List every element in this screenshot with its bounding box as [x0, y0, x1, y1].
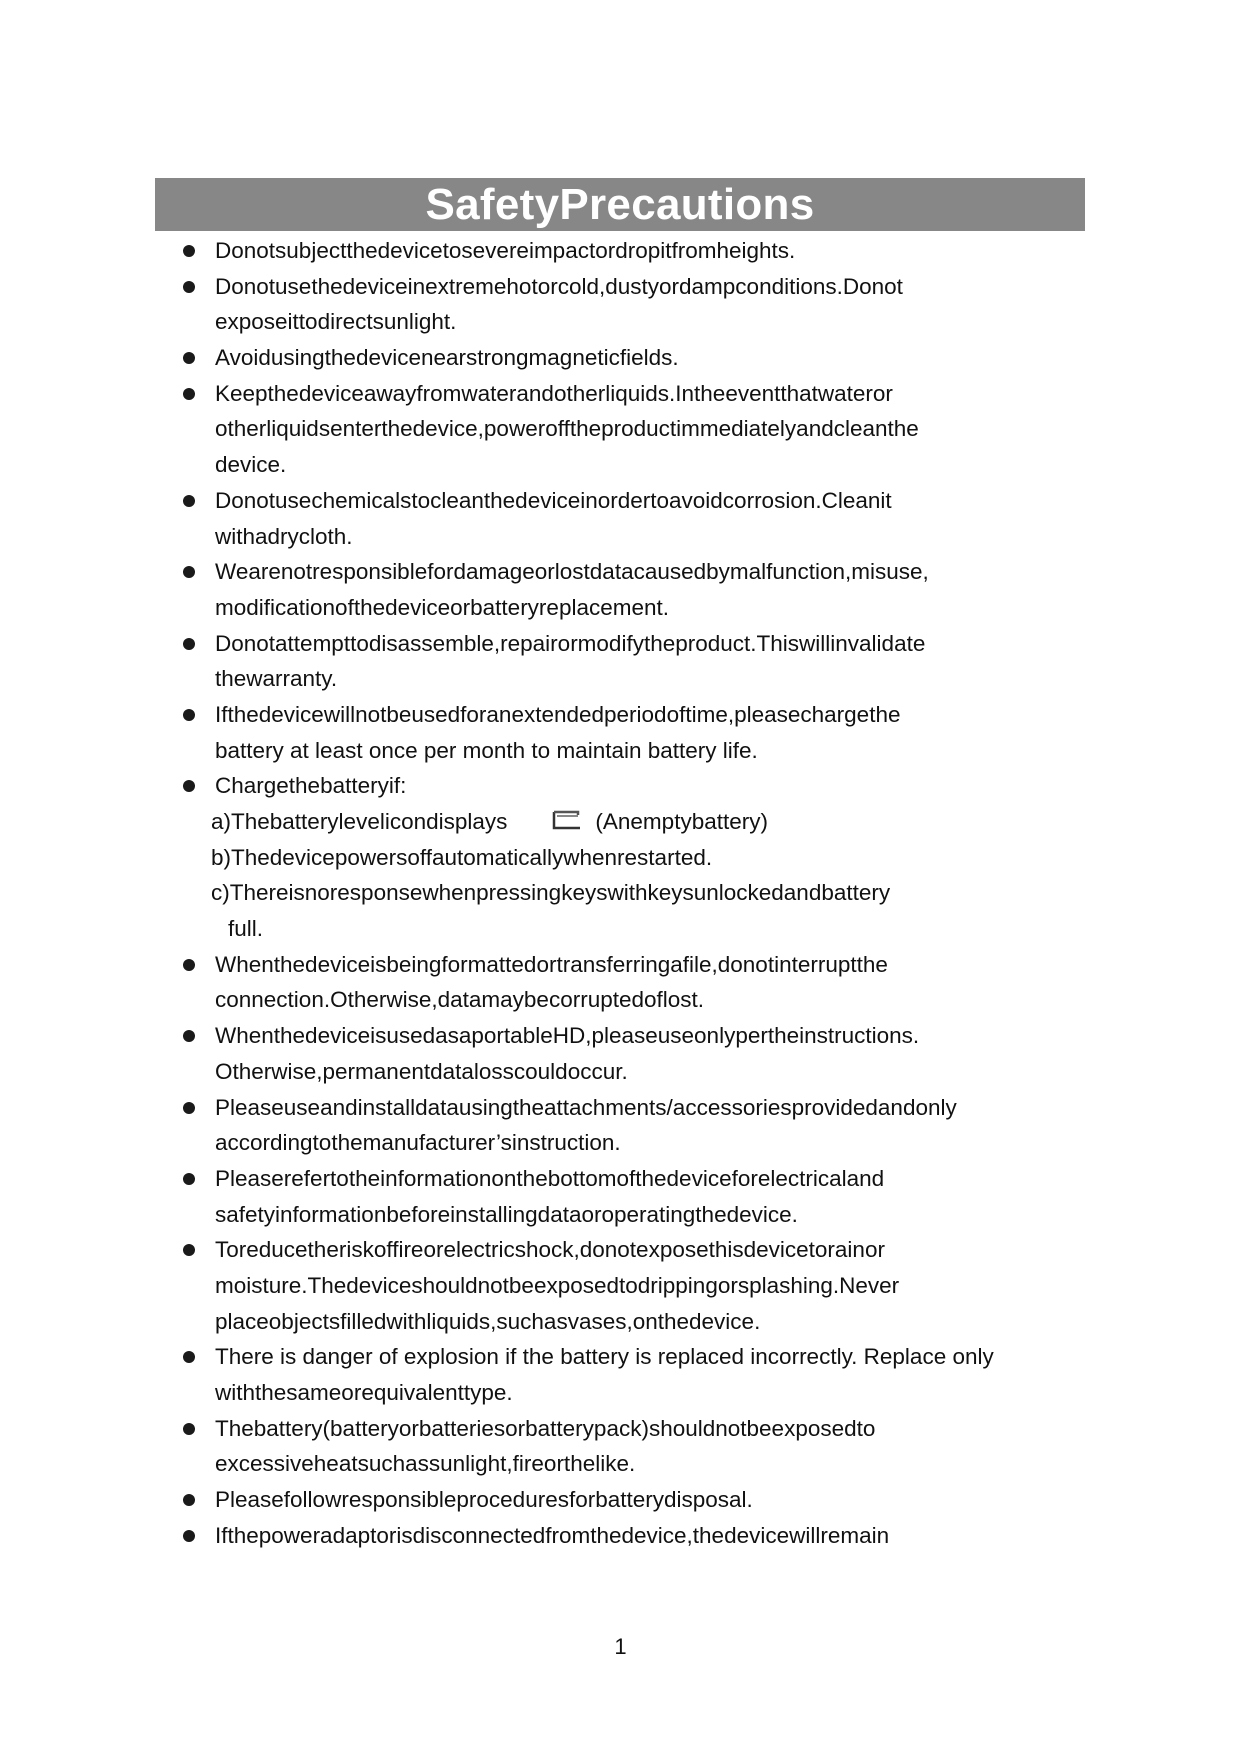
list-item	[0, 483, 1241, 554]
item-text: placeobjectsfilledwithliquids,suchasvases,onthedevice.	[215, 1308, 761, 1334]
item-text: Donotusethedeviceinextremehotorcold,dustyordampconditions.Donot	[215, 273, 903, 299]
charge-condition-c-cont: full.	[228, 916, 264, 942]
item-text: Otherwise,permanentdatalosscouldoccur.	[215, 1058, 628, 1084]
bullet-icon	[183, 1102, 195, 1114]
list-item	[0, 1161, 1241, 1232]
list-item	[0, 1090, 1241, 1161]
bullet-icon	[183, 566, 195, 578]
item-text: excessiveheatsuchassunlight,fireorthelike.	[215, 1451, 636, 1477]
precautions-list	[0, 233, 1241, 1553]
item-text: exposeittodirectsunlight.	[215, 309, 457, 335]
item-text: thewarranty.	[215, 666, 338, 692]
list-item	[0, 233, 1241, 269]
item-text: battery at least once per month to maintain battery life.	[215, 737, 758, 763]
list-item	[0, 697, 1241, 768]
charge-condition-b: b)Thedevicepowersoffautomaticallywhenrestarted.	[211, 844, 713, 870]
item-text: modificationofthedeviceorbatteryreplacement.	[215, 594, 669, 620]
item-text: Donotattempttodisassemble,repairormodifytheproduct.Thiswillinvalidate	[215, 630, 926, 656]
page-number: 1	[614, 1634, 627, 1659]
list-item	[0, 1411, 1241, 1482]
list-item	[0, 626, 1241, 697]
list-item-charge	[0, 768, 1241, 804]
item-text: Wearenotresponsiblefordamageorlostdatacausedbymalfunction,misuse,	[215, 559, 929, 585]
bullet-icon	[183, 709, 195, 721]
list-item	[0, 1518, 1241, 1554]
item-text: Ifthepoweradaptorisdisconnectedfromthedevice,thedevicewillremain	[215, 1522, 890, 1548]
item-text: Pleaserefertotheinformationonthebottomofthedeviceforelectricaland	[215, 1165, 885, 1191]
item-text: device.	[215, 452, 287, 478]
list-item	[0, 340, 1241, 376]
item-text: accordingtothemanufacturer’sinstruction.	[215, 1130, 621, 1156]
charge-condition-a-text: a)Thebatterylevelicondisplays	[211, 809, 508, 834]
item-text: Keepthedeviceawayfromwaterandotherliquids.Intheeventthatwateror	[215, 380, 893, 406]
bullet-icon	[183, 245, 195, 257]
bullet-icon	[183, 1494, 195, 1506]
charge-condition-a-note: (Anemptybattery)	[595, 809, 768, 834]
bullet-icon	[183, 1423, 195, 1435]
list-item	[0, 1339, 1241, 1410]
bullet-icon	[183, 281, 195, 293]
charge-condition-a	[0, 804, 1241, 840]
item-text: connection.Otherwise,datamaybecorruptedoflost.	[215, 987, 705, 1013]
charge-intro: Chargethebatteryif:	[215, 773, 407, 799]
item-text: otherliquidsenterthedevice,powerofftheproductimmediatelyandcleanthe	[215, 416, 919, 442]
page-title: SafetyPrecautions	[425, 180, 815, 229]
list-item	[0, 376, 1241, 483]
bullet-icon	[183, 1351, 195, 1363]
bullet-icon	[183, 1030, 195, 1042]
item-text: Ifthedevicewillnotbeusedforanextendedperiodoftime,pleasechargethe	[215, 701, 901, 727]
bullet-icon	[183, 1244, 195, 1256]
item-text: There is danger of explosion if the battery is replaced incorrectly. Replace only	[215, 1344, 994, 1370]
item-text: WhenthedeviceisusedasaportableHD,pleaseuseonlypertheinstructions.	[215, 1023, 920, 1049]
item-text: Thebattery(batteryorbatteriesorbatterypack)shouldnotbeexposedto	[215, 1415, 876, 1441]
charge-condition-c: c)Thereisnoresponsewhenpressingkeyswithkeysunlockedandbattery	[211, 880, 891, 906]
list-item	[0, 1018, 1241, 1089]
item-text: withthesameorequivalenttype.	[215, 1380, 513, 1405]
item-text: Avoidusingthedevicenearstrongmagneticfields.	[215, 345, 679, 371]
list-item	[0, 1232, 1241, 1339]
bullet-icon	[183, 1530, 195, 1542]
bullet-icon	[183, 388, 195, 400]
title-banner	[155, 178, 1085, 231]
item-text: withadrycloth.	[215, 523, 353, 549]
item-text: Toreducetheriskoffireorelectricshock,donotexposethisdevicetorainor	[215, 1237, 885, 1263]
item-text: Pleaseuseandinstalldatausingtheattachments/accessoriesprovidedandonly	[215, 1094, 957, 1120]
item-text: Whenthedeviceisbeingformattedortransferringafile,donotinterruptthe	[215, 951, 888, 977]
bullet-icon	[183, 352, 195, 364]
list-item	[0, 554, 1241, 625]
list-item	[0, 269, 1241, 340]
item-text: Pleasefollowresponsibleproceduresforbatterydisposal.	[215, 1487, 753, 1513]
bullet-icon	[183, 1173, 195, 1185]
bullet-icon	[183, 495, 195, 507]
bullet-icon	[183, 780, 195, 792]
item-text: safetyinformationbeforeinstallingdataoroperatingthedevice.	[215, 1201, 798, 1227]
item-text: Donotusechemicalstocleanthedeviceinordertoavoidcorrosion.Cleanit	[215, 487, 892, 513]
bullet-icon	[183, 638, 195, 650]
item-text: Donotsubjectthedevicetosevereimpactordropitfromheights.	[215, 238, 796, 263]
list-item	[0, 947, 1241, 1018]
empty-battery-icon	[551, 809, 583, 831]
bullet-icon	[183, 959, 195, 971]
list-item	[0, 1482, 1241, 1518]
item-text: moisture.Thedeviceshouldnotbeexposedtodrippingorsplashing.Never	[215, 1272, 900, 1298]
